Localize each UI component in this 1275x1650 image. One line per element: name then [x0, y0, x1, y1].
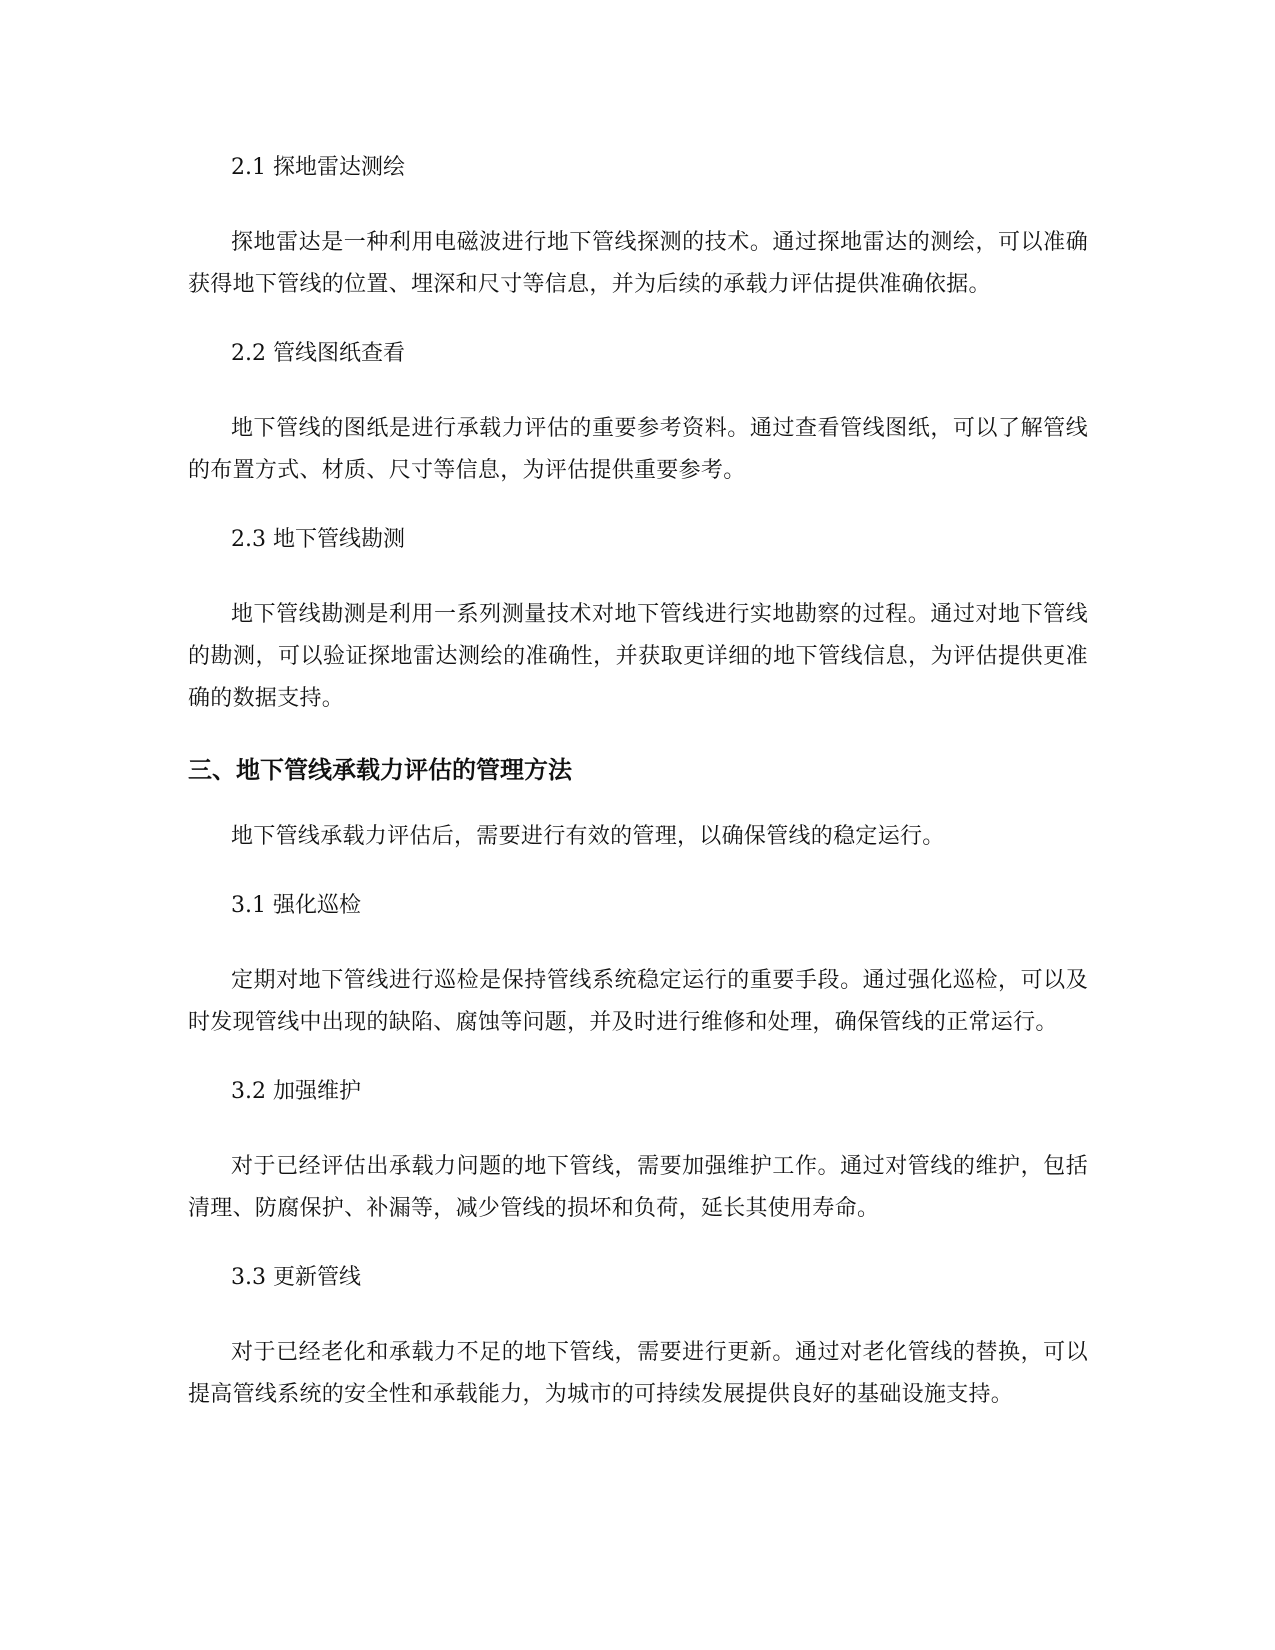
- paragraph-2-2: 地下管线的图纸是进行承载力评估的重要参考资料。通过查看管线图纸，可以了解管线的布置方式、材质、尺寸等信息，为评估提供重要参考。: [188, 416, 1088, 483]
- document-body: [188, 148, 1088, 1444]
- subsection-title-2-2: 2.2 管线图纸查看: [231, 341, 405, 366]
- paragraph-3-2: 对于已经评估出承载力问题的地下管线，需要加强维护工作。通过对管线的维护，包括清理、防腐保护、补漏等，减少管线的损坏和负荷，延长其使用寿命。: [188, 1154, 1088, 1221]
- section-heading-3: 三、地下管线承载力评估的管理方法: [188, 756, 572, 784]
- subsection-title-2-1: 2.1 探地雷达测绘: [231, 155, 405, 180]
- subsection-title-2-3: 2.3 地下管线勘测: [231, 527, 405, 552]
- paragraph-3-intro: 地下管线承载力评估后，需要进行有效的管理，以确保管线的稳定运行。: [231, 824, 945, 849]
- subsection-title-3-3: 3.3 更新管线: [231, 1265, 361, 1290]
- paragraph-3-1: 定期对地下管线进行巡检是保持管线系统稳定运行的重要手段。通过强化巡检，可以及时发现管线中出现的缺陷、腐蚀等问题，并及时进行维修和处理，确保管线的正常运行。: [188, 968, 1088, 1035]
- subsection-title-3-2: 3.2 加强维护: [231, 1079, 361, 1104]
- subsection-title-3-1: 3.1 强化巡检: [231, 893, 361, 918]
- paragraph-2-1: 探地雷达是一种利用电磁波进行地下管线探测的技术。通过探地雷达的测绘，可以准确获得地下管线的位置、埋深和尺寸等信息，并为后续的承载力评估提供准确依据。: [188, 230, 1088, 297]
- paragraph-3-3: 对于已经老化和承载力不足的地下管线，需要进行更新。通过对老化管线的替换，可以提高管线系统的安全性和承载能力，为城市的可持续发展提供良好的基础设施支持。: [188, 1340, 1088, 1407]
- paragraph-2-3: 地下管线勘测是利用一系列测量技术对地下管线进行实地勘察的过程。通过对地下管线的勘测，可以验证探地雷达测绘的准确性，并获取更详细的地下管线信息，为评估提供更准确的数据支持。: [188, 602, 1088, 711]
